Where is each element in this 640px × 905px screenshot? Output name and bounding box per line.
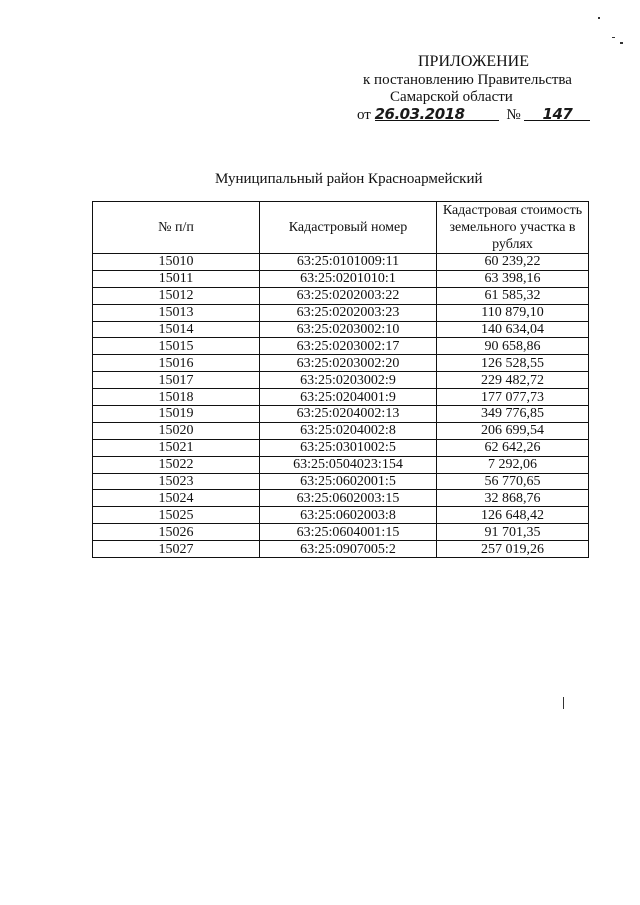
district-heading: Муниципальный район Красноармейский: [215, 171, 483, 187]
decree-number: 147: [542, 105, 573, 123]
table-row: [93, 287, 589, 304]
row-index: 15010: [93, 254, 260, 271]
header-cadastral-value: Кадастровая стоимость земельного участка в рублях: [437, 202, 589, 254]
row-cadastral-number: 63:25:0202003:22: [260, 287, 437, 304]
row-index: 15019: [93, 406, 260, 423]
table-row: [93, 507, 589, 524]
table-row: [93, 406, 589, 423]
row-index: 15011: [93, 270, 260, 287]
header-cadastral-number: Кадастровый номер: [260, 202, 437, 254]
row-cadastral-number: 63:25:0907005:2: [260, 541, 437, 558]
row-value: 32 868,76: [437, 490, 589, 507]
table-row: [93, 270, 589, 287]
row-cadastral-number: 63:25:0204002:8: [260, 422, 437, 439]
row-cadastral-number: 63:25:0301002:5: [260, 439, 437, 456]
row-value: 177 077,73: [437, 389, 589, 406]
row-index: 15021: [93, 439, 260, 456]
row-index: 15018: [93, 389, 260, 406]
row-value: 62 642,26: [437, 439, 589, 456]
row-value: 110 879,10: [437, 304, 589, 321]
table-row: [93, 338, 589, 355]
appendix-subtitle: к постановлению Правительства: [363, 72, 572, 88]
table-row: [93, 304, 589, 321]
header-index: № п/п: [93, 202, 260, 254]
row-index: 15022: [93, 456, 260, 473]
table-row: [93, 254, 589, 271]
table-row: [93, 541, 589, 558]
row-value: 349 776,85: [437, 406, 589, 423]
table-header-row: [93, 202, 589, 254]
row-cadastral-number: 63:25:0504023:154: [260, 456, 437, 473]
row-value: 126 528,55: [437, 355, 589, 372]
from-label: от: [357, 107, 371, 123]
table-row: [93, 456, 589, 473]
row-value: 63 398,16: [437, 270, 589, 287]
table-row: [93, 439, 589, 456]
row-cadastral-number: 63:25:0202003:23: [260, 304, 437, 321]
table-row: [93, 321, 589, 338]
row-index: 15027: [93, 541, 260, 558]
row-index: 15017: [93, 372, 260, 389]
table-row: [93, 490, 589, 507]
row-cadastral-number: 63:25:0203002:9: [260, 372, 437, 389]
row-index: 15020: [93, 422, 260, 439]
row-cadastral-number: 63:25:0602001:5: [260, 473, 437, 490]
scan-speck: [563, 697, 564, 709]
row-index: 15014: [93, 321, 260, 338]
row-index: 15015: [93, 338, 260, 355]
row-value: 56 770,65: [437, 473, 589, 490]
table-row: [93, 524, 589, 541]
row-value: 60 239,22: [437, 254, 589, 271]
row-cadastral-number: 63:25:0201010:1: [260, 270, 437, 287]
row-cadastral-number: 63:25:0203002:17: [260, 338, 437, 355]
row-cadastral-number: 63:25:0203002:10: [260, 321, 437, 338]
row-value: 206 699,54: [437, 422, 589, 439]
decree-date: 26.03.2018: [374, 105, 465, 123]
row-index: 15024: [93, 490, 260, 507]
row-value: 90 658,86: [437, 338, 589, 355]
table-row: [93, 473, 589, 490]
row-value: 257 019,26: [437, 541, 589, 558]
row-value: 7 292,06: [437, 456, 589, 473]
row-value: 126 648,42: [437, 507, 589, 524]
row-value: 140 634,04: [437, 321, 589, 338]
row-index: 15012: [93, 287, 260, 304]
row-cadastral-number: 63:25:0602003:8: [260, 507, 437, 524]
table-row: [93, 422, 589, 439]
scan-speck: [612, 37, 615, 38]
table-row: [93, 355, 589, 372]
row-cadastral-number: 63:25:0203002:20: [260, 355, 437, 372]
row-index: 15023: [93, 473, 260, 490]
row-cadastral-number: 63:25:0604001:15: [260, 524, 437, 541]
number-label: №: [506, 107, 521, 123]
row-cadastral-number: 63:25:0204002:13: [260, 406, 437, 423]
row-index: 15026: [93, 524, 260, 541]
decree-reference: [357, 105, 617, 124]
scan-speck: [598, 17, 600, 19]
row-cadastral-number: 63:25:0602003:15: [260, 490, 437, 507]
row-index: 15013: [93, 304, 260, 321]
row-cadastral-number: 63:25:0204001:9: [260, 389, 437, 406]
row-cadastral-number: 63:25:0101009:11: [260, 254, 437, 271]
appendix-region: Самарской области: [390, 89, 513, 105]
cadastral-table: [92, 201, 589, 558]
row-value: 91 701,35: [437, 524, 589, 541]
row-index: 15025: [93, 507, 260, 524]
row-value: 229 482,72: [437, 372, 589, 389]
scan-speck: [620, 42, 623, 44]
appendix-title: ПРИЛОЖЕНИЕ: [418, 53, 530, 70]
row-index: 15016: [93, 355, 260, 372]
number-field: [524, 105, 590, 121]
date-field: [375, 105, 499, 121]
table-row: [93, 372, 589, 389]
row-value: 61 585,32: [437, 287, 589, 304]
table-row: [93, 389, 589, 406]
